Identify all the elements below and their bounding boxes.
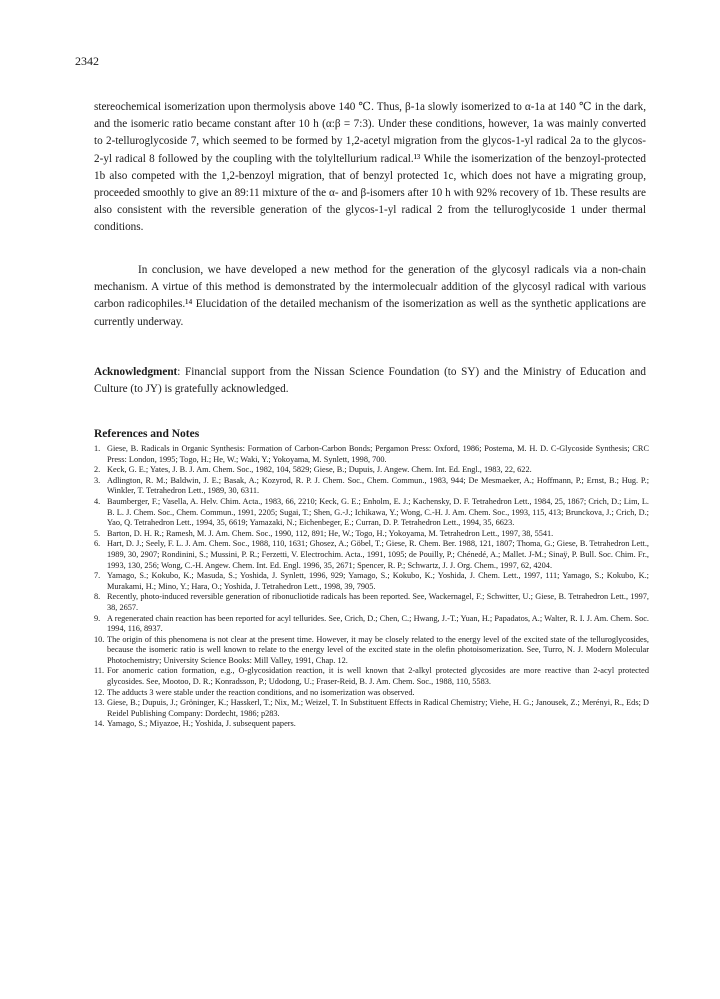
reference-item	[94, 529, 649, 540]
reference-item	[94, 592, 649, 613]
reference-text: Adlington, R. M.; Baldwin, J. E.; Basak, A.; Kozyrod, R. P. J. Chem. Soc., Chem. Commun., 1983, 944; De Mesmaeker, A.; Hoffmann, P.; Ernst, B.; Hug. P.; Winkler, T. Tetrahedron Lett., 1989, 30, 6311.	[107, 475, 649, 496]
reference-item	[94, 476, 649, 497]
reference-text: Hart, D. J.; Seely, F. L. J. Am. Chem. Soc., 1988, 110, 1631; Ghosez, A.; Göbel, T.; Giese, R. Chem. Ber. 1988, 121, 1807; Thoma, G.; Giese, B. Tetrahedron Lett., 1989, 30, 2907; Rondinini, S.; Mussini, P. R.; Ferzetti, V. Electrochim. Acta., 1991, 1095; de Pouilly, P.; Chénedé, A.; Mallet. J-M.; Sinaÿ, P. Bull. Soc. Chim. Fr., 1993, 130, 256; Wong, C.-H. Angew. Chem. Int. Ed. Engl. 1996, 35, 2671; Spencer, R. P.; Schwartz, J. J. Org. Chem., 1997, 62, 4204.	[107, 539, 649, 570]
reference-number: 1.	[94, 444, 101, 453]
reference-text: Baumberger, F.; Vasella, A. Helv. Chim. Acta., 1983, 66, 2210; Keck, G. E.; Enholm, E. J.; Kachensky, D. F. Tetrahedron Lett., 1984, 25, 1867; Crich, D.; Lim, L. B. L. J. Chem. Soc., Chem. Commun., 1991, 2205; Sugai, T.; Shen, G.-J.; Ichikawa, Y.; Wong, C.-H. J. Am. Chem. Soc., 1993, 115, 413; Brunckova, J.; Crich, D.; Yao, Q. Tetrahedron Lett., 1994, 35, 6619; Yamazaki, N.; Eichenbeger, E.; Curran, D. P. Tetrahedron Lett., 1994, 35, 6623.	[107, 496, 649, 528]
reference-number: 2.	[94, 465, 101, 475]
reference-number: 11.	[94, 666, 105, 676]
reference-item	[94, 635, 649, 667]
reference-number: 9.	[94, 613, 101, 623]
reference-text: Recently, photo-induced reversible generation of ribonucliotide radicals has been reported. See, Wackernagel, F.; Schwitter, U.; Giese, B. Tetrahedron Lett., 1997, 38, 2657.	[107, 592, 649, 612]
reference-text: Yamago, S.; Miyazoe, H.; Yoshida, J. subsequent papers.	[107, 719, 296, 729]
acknowledgment-label: Acknowledgment	[94, 366, 178, 378]
reference-text: The adducts 3 were stable under the reaction conditions, and no isomerization was observed.	[107, 687, 415, 697]
reference-item	[94, 539, 649, 571]
reference-number: 8.	[94, 592, 101, 602]
reference-text: For anomeric cation formation, e.g., O-glycosidation reaction, it is well known that 2-alkyl protected glycosides are more reactive than 2-acyl protected glycosides. See, Mootoo, D. R.; Konradsson, P.; Udodong, U.; Fraser-Reid, B. J. Am. Chem. Soc., 1988, 110, 5583.	[107, 666, 649, 687]
reference-number: 10.	[94, 634, 105, 644]
reference-number: 13.	[94, 698, 105, 708]
body-paragraph	[94, 99, 646, 237]
reference-number: 5.	[94, 528, 101, 538]
reference-number: 3.	[94, 475, 101, 485]
acknowledgment-paragraph	[94, 364, 646, 398]
reference-text: Giese, B. Radicals in Organic Synthesis: Formation of Carbon-Carbon Bonds; Pergamon Press: Oxford, 1986; Postema, M. H. D. C-Glycoside Synthesis; CRC Press: London, 1995; Togo, H.; He, W.; Waki, Y.; Yokoyama, M. Synlett, 1998, 700.	[107, 444, 649, 464]
conclusion-paragraph	[94, 262, 646, 331]
references-heading: References and Notes	[94, 428, 200, 440]
page-number: 2342	[75, 54, 99, 68]
references-section	[94, 428, 649, 730]
references-list	[94, 444, 649, 730]
reference-number: 7.	[94, 571, 101, 581]
reference-number: 4.	[94, 496, 101, 506]
reference-text: Barton, D. H. R.; Ramesh, M. J. Am. Chem. Soc., 1990, 112, 891; He, W.; Togo, H.; Yokoyama, M. Tetrahedron Lett., 1997, 38, 5541.	[107, 528, 554, 538]
reference-item	[94, 497, 649, 529]
reference-item	[94, 688, 649, 699]
reference-text: Keck, G. E.; Yates, J. B. J. Am. Chem. Soc., 1982, 104, 5829; Giese, B.; Dupuis, J. Angew. Chem. Int. Ed. Engl., 1983, 22, 622.	[107, 465, 532, 475]
paragraph-text: stereochemical isomerization upon thermolysis above 140 ℃. Thus, β-1a slowly isomerized to α-1a at 140 ℃ in the dark, and the isomeric ratio became constant after 10 h (α:β = 7:3). Under these conditions, however, 1a was mainly converted to 2-telluroglycoside 7, which seemed to be formed by 1,2-acetyl migration from the glycos-1-yl radical 2a to the glycos-2-yl radical 8 followed by the coupling with the tolyltellurium radical.¹³ While the isomerization of the benzoyl-protected 1b also competed with the 1,2-benzoyl migration, that of benzyl protected 1c, which does not have a migrating group, proceeded smoothly to give an 89:11 mixture of the α- and β-isomers after 10 h with 92% recovery of 1b. These results are also consistent with the reversible generation of the glycos-1-yl radical 2 from the telluroglycoside 1 under thermal conditions.	[94, 101, 646, 234]
reference-number: 14.	[94, 719, 105, 729]
reference-item	[94, 698, 649, 719]
reference-text: Giese, B.; Dupuis, J.; Gröninger, K.; Hasskerl, T.; Nix, M.; Weizel, T. In Substituent Effects in Radical Chemistry; Viehe, H. G.; Janousek, Z.; Merényi, R., Eds; D Reidel Publishing Company: Dordecht, 1986; p283.	[107, 698, 649, 718]
reference-item	[94, 614, 649, 635]
reference-item	[94, 719, 649, 730]
reference-item	[94, 444, 649, 465]
acknowledgment-text: : Financial support from the Nissan Science Foundation (to SY) and the Ministry of Education and Culture (to JY) is gratefully acknowledged.	[94, 366, 646, 396]
reference-item	[94, 571, 649, 592]
reference-text: A regenerated chain reaction has been reported for acyl tellurides. See, Crich, D.; Chen, C.; Hwang, J.-T.; Yuan, H.; Papadatos, A.; Walter, R. I. J. Am. Chem. Soc. 1994, 116, 8937.	[107, 613, 649, 634]
reference-text: Yamago, S.; Kokubo, K.; Masuda, S.; Yoshida, J. Synlett, 1996, 929; Yamago, S.; Kokubo, K.; Yoshida, J. Chem. Lett., 1997, 111; Yamago, S.; Kokubo, K.; Murakami, H.; Mino, Y.; Hara, O.; Yoshida, J. Tetrahedron Lett., 1998, 39, 7905.	[107, 571, 649, 591]
reference-number: 6.	[94, 539, 101, 549]
paragraph-text: In conclusion, we have developed a new method for the generation of the glycosyl radicals via a non-chain mechanism. A virtue of this method is demonstrated by the intermolecualr addition of the glycosyl radical with various carbon radicophiles.¹⁴ Elucidation of the detailed mechanism of the isomerization as well as the synthetic applications are currently underway.	[94, 264, 646, 328]
reference-item	[94, 666, 649, 687]
reference-item	[94, 465, 649, 476]
reference-number: 12.	[94, 687, 105, 697]
reference-text: The origin of this phenomena is not clear at the present time. However, it may be closely related to the energy level of the excited state of the telluroglycosides, because the isomeric ratio is well known to relate to the energy level of the excited state in the olefin photoisomerization. See, Turro, N. J. Modern Molecular Photochemistry; University Science Books: Mill Valley, 1991, Chap. 12.	[107, 634, 649, 665]
